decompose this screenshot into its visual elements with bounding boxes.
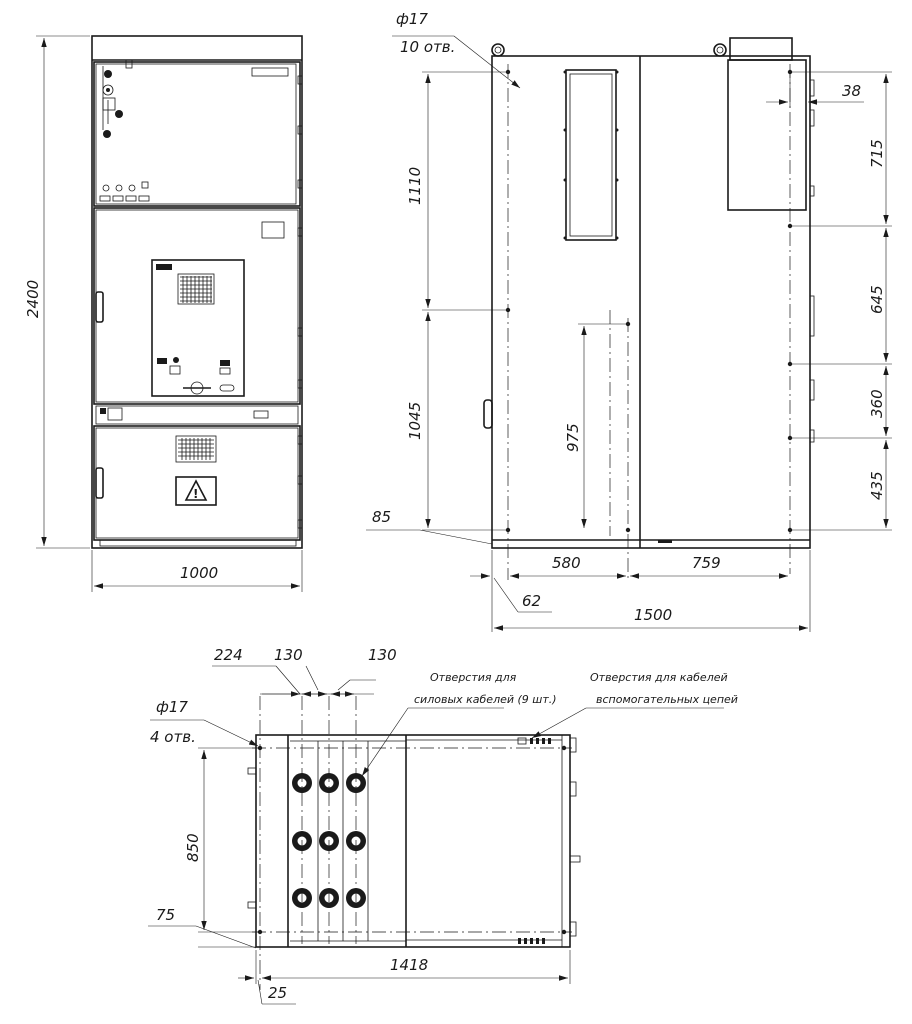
plan-view	[148, 646, 738, 1004]
lifting-eye-right	[714, 44, 726, 56]
dim-62: 62	[522, 592, 542, 610]
aux-holes-note-line2: вспомогательных цепей	[596, 693, 738, 706]
aux-cable-slots	[518, 738, 551, 944]
front-view	[24, 36, 302, 592]
front-height-dim: 2400	[24, 279, 42, 318]
side-hole-count: 10 отв.	[400, 38, 456, 56]
lifting-eye-left	[492, 44, 504, 56]
power-holes-note-line1: Отверстия для	[430, 671, 517, 684]
side-hole-diameter: ф17	[396, 10, 428, 28]
dim-130-right: 130	[368, 646, 397, 664]
relay-compartment-door	[94, 62, 300, 206]
front-width-dim: 1000	[180, 564, 219, 582]
ventilation-grille-bottom	[178, 438, 214, 460]
dim-645: 645	[868, 285, 886, 314]
dim-715: 715	[868, 139, 886, 168]
svg-text:!: !	[193, 487, 199, 501]
breaker-compartment-door	[94, 208, 300, 404]
dim-85: 85	[372, 508, 392, 526]
dim-1045: 1045	[406, 401, 424, 440]
dim-435: 435	[868, 471, 886, 500]
plan-hole-count: 4 отв.	[150, 728, 196, 746]
dim-850: 850	[184, 833, 202, 862]
plan-hole-diameter: ф17	[156, 698, 188, 716]
dim-975: 975	[564, 423, 582, 452]
power-holes-note-line2: силовых кабелей (9 шт.)	[414, 693, 557, 706]
dim-360: 360	[868, 389, 886, 418]
aux-holes-note-line1: Отверстия для кабелей	[590, 671, 728, 684]
ventilation-grille-middle	[180, 276, 212, 303]
dim-25: 25	[268, 984, 288, 1002]
dim-580: 580	[552, 554, 581, 572]
dim-1500: 1500	[634, 606, 673, 624]
inspection-window	[566, 70, 616, 240]
dim-130-left: 130	[274, 646, 303, 664]
dim-75: 75	[156, 906, 176, 924]
side-view	[366, 10, 892, 632]
dim-38: 38	[842, 82, 862, 100]
dim-224: 224	[214, 646, 243, 664]
dim-1110: 1110	[406, 166, 424, 205]
dim-1418: 1418	[390, 956, 429, 974]
dim-759: 759	[692, 554, 721, 572]
